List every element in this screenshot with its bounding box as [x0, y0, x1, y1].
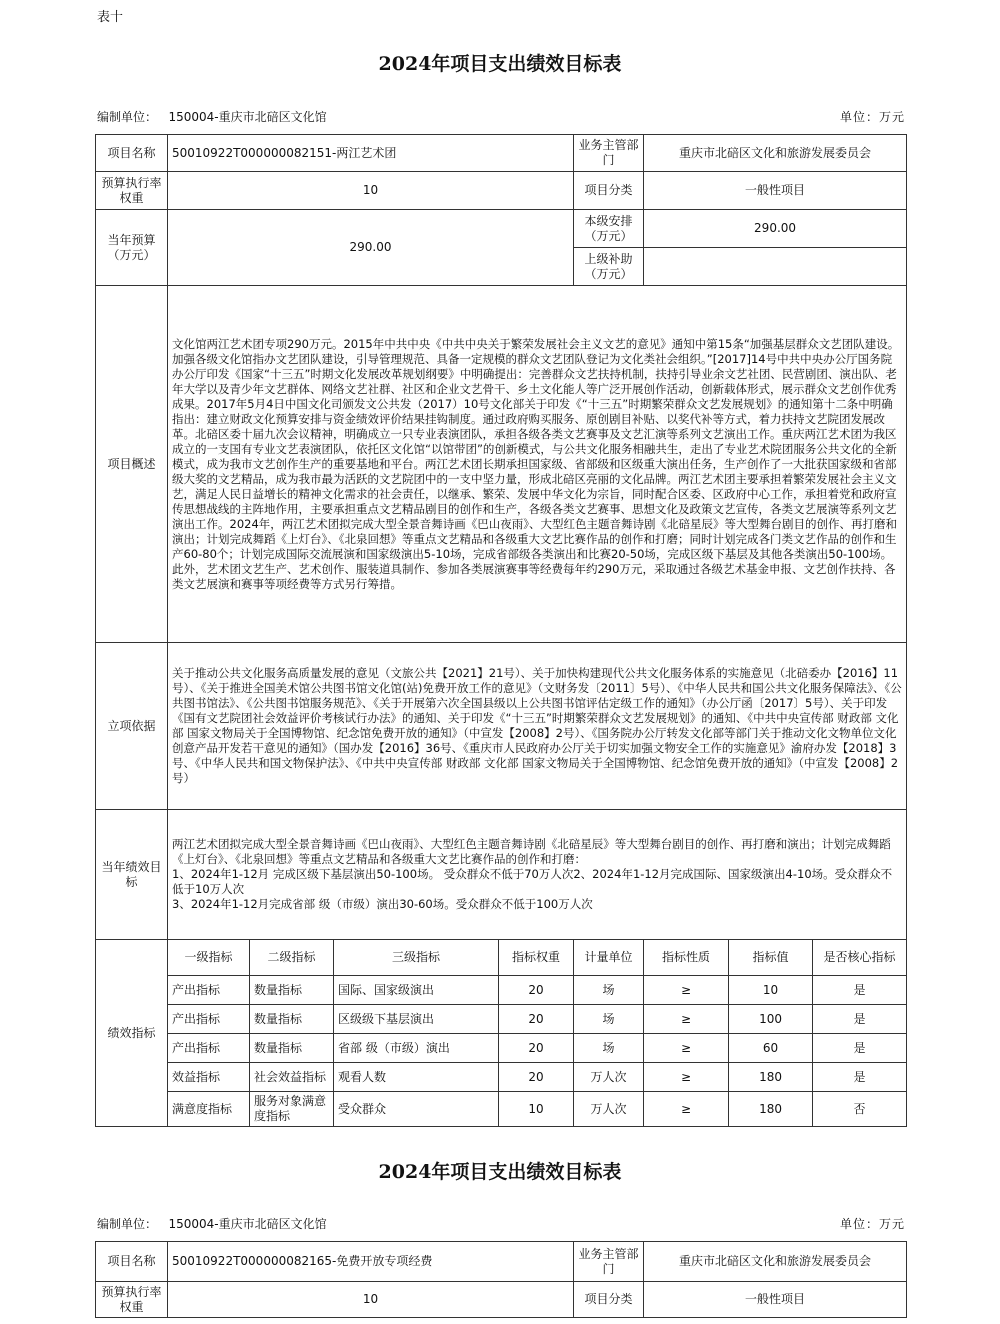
compiling-unit-value: 150004-重庆市北碚区文化馆: [168, 110, 327, 124]
table-row: [96, 1063, 907, 1092]
perf-cell: 数量指标: [250, 1034, 334, 1063]
dept-label: 业务主管部门: [574, 1242, 644, 1282]
perf-header-row: [96, 940, 907, 976]
perf-cell: 满意度指标: [168, 1092, 250, 1127]
goal-line: 1、2024年1-12月 完成区级下基层演出50-100场。 受众群众不低于70万人次2、2024年1-12月完成国际、国家级演出4-10场。受众群众不低于10万人次: [172, 867, 893, 896]
perf-cell: 受众群众: [334, 1092, 499, 1127]
compiling-unit-label: 编制单位：: [97, 1217, 158, 1231]
money-unit: 单位：万元: [839, 110, 905, 124]
perf-cell: 20: [499, 1005, 574, 1034]
perf-cell: 180: [729, 1063, 813, 1092]
perf-cell: 国际、国家级演出: [334, 976, 499, 1005]
table-row: [96, 1005, 907, 1034]
perf-cell: 社会效益指标: [250, 1063, 334, 1092]
table-row: [96, 1034, 907, 1063]
compiling-unit: [97, 108, 327, 125]
perf-cell: 服务对象满意度指标: [250, 1092, 334, 1127]
table-row: [96, 976, 907, 1005]
budget-value: 290.00: [168, 210, 574, 286]
dept-value: 重庆市北碚区文化和旅游发展委员会: [644, 1242, 907, 1282]
perf-cell: ≥: [644, 1034, 729, 1063]
local-value: 290.00: [644, 210, 907, 248]
dept-value: 重庆市北碚区文化和旅游发展委员会: [644, 135, 907, 172]
local-label: 本级安排（万元）: [574, 210, 644, 248]
perf-cell: 10: [499, 1092, 574, 1127]
exec-weight-value: 10: [168, 1282, 574, 1318]
perf-cell: 100: [729, 1005, 813, 1034]
perf-cell: 产出指标: [168, 1005, 250, 1034]
perf-cell: 区级级下基层演出: [334, 1005, 499, 1034]
category-value: 一般性项目: [644, 172, 907, 210]
project-name-label: 项目名称: [96, 1242, 168, 1282]
perf-cell: 是: [813, 1005, 907, 1034]
dept-label: 业务主管部门: [574, 135, 644, 172]
compiling-unit-label: 编制单位：: [97, 110, 158, 124]
perf-header: 三级指标: [334, 940, 499, 976]
goal-text: [168, 810, 907, 940]
perf-cell: ≥: [644, 976, 729, 1005]
perf-cell: 观看人数: [334, 1063, 499, 1092]
perf-header: 是否核心指标: [813, 940, 907, 976]
second-performance-table: [95, 1241, 907, 1318]
perf-header: 计量单位: [574, 940, 644, 976]
corner-label: 表十: [97, 10, 124, 25]
perf-cell: 否: [813, 1092, 907, 1127]
compiling-unit: [97, 1215, 327, 1232]
perf-header: 指标性质: [644, 940, 729, 976]
money-unit: 单位：万元: [839, 1217, 905, 1231]
perf-cell: 20: [499, 1034, 574, 1063]
perf-cell: ≥: [644, 1092, 729, 1127]
perf-cell: 省部 级（市级）演出: [334, 1034, 499, 1063]
project-name-label: 项目名称: [96, 135, 168, 172]
project-name-value: 50010922T000000082165-免费开放专项经费: [168, 1242, 574, 1282]
perf-cell: 场: [574, 1005, 644, 1034]
perf-cell: 场: [574, 1034, 644, 1063]
exec-weight-label: 预算执行率权重: [96, 172, 168, 210]
category-value: 一般性项目: [644, 1282, 907, 1318]
page-title: 2024年项目支出绩效目标表: [378, 53, 622, 75]
overview-text: 文化馆两江艺术团专项290万元。2015年中共中央《中共中央关于繁荣发展社会主义文艺的意见》通知中第15条“加强基层群众文艺团队建设。加强各级文化馆指办文艺团队建设，引导管理规范、具备一定规模的群众文艺团队登记为文化类社会组织。”[2017]14号中共中央办公厅国务院办公厅印发《国家“十三五”时期文化发展改革规划纲要》中明确提出：完善群众文艺扶持机制，扶持引导业余文艺社团、民营剧团、演出队、老年大学以及青少年文艺群体、网络文艺社群、社区和企业文艺骨干、乡土文化能人等广泛开展创作活动，创新载体形式，展示群众文艺创作优秀成果。2017年5月4日中国文化司颁发文公共发（2017）10号文化部关于印发《“十三五”时期繁荣群众文艺发展规划》的通知第十二条中明确指出：建立财政文化预算安排与资金绩效评价结果挂钩制度。通过政府购买服务、原创剧目补贴、以奖代补等方式，着力扶持文艺院团发展改革。北碚区委十届九次会议精神，明确成立一只专业表演团队，承担各级各类文艺赛事及文艺汇演等系列文艺演出工作。重庆两江艺术团为我区成立的一支国有专业文艺表演团队，依托区文化馆“以馆带团”的创新模式，与公共文化服务相融共生，走出了专业艺术院团服务公共文化的全新模式，成为我市文艺创作生产的重要基地和平台。两江艺术团长期承担国家级、省部级和区级重大演出任务，生产创作了一大批获国家级和省部级大奖的文艺精品，成为我市最为活跃的文艺院团中的一支中坚力量，形成北碚区亮丽的文化品牌。两江艺术团主要承担着繁荣发展社会主义文艺，满足人民日益增长的精神文化需求的社会责任，以继承、繁荣、发展中华文化为宗旨，同时配合区委、区政府中心工作，承担着党和政府宣传思想战线的主阵地作用，主要承担重点文艺精品剧目的创作和生产，各级各类文艺赛事、思想文化及政策文艺宣传，各类文艺展演等系列文艺演出工作。2024年，两江艺术团拟完成大型全景音舞诗画《巴山夜雨》、大型红色主题音舞诗剧《北碚星辰》等大型舞台剧目的创作、再打磨和演出；计划完成舞蹈《上灯台》、《北泉回想》等重点文艺精品和各级重大文艺比赛作品的创作和打磨；同时计划完成各门类文艺作品的创作和生产60-80个；计划完成国际交流展演和国家级演出5-10场，完成省部级各类演出和比赛20-50场，完成区级下基层及其他各类演出50-100场。此外，艺术团文艺生产、艺术创作、服装道具制作、参加各类展演赛事等经费每年约290万元，采取通过各级艺术基金申报、文艺创作扶持、各类文艺展演和赛事等项经费等方式另行筹措。: [168, 286, 907, 643]
basis-label: 立项依据: [96, 643, 168, 810]
perf-cell: ≥: [644, 1063, 729, 1092]
exec-weight-value: 10: [168, 172, 574, 210]
perf-header: 一级指标: [168, 940, 250, 976]
perf-cell: 场: [574, 976, 644, 1005]
upper-value: [644, 248, 907, 286]
performance-table: [95, 134, 907, 1127]
second-page-title: 2024年项目支出绩效目标表: [378, 1161, 622, 1183]
category-label: 项目分类: [574, 172, 644, 210]
perf-cell: 效益指标: [168, 1063, 250, 1092]
perf-cell: ≥: [644, 1005, 729, 1034]
perf-header: 指标值: [729, 940, 813, 976]
table-row: [96, 1092, 907, 1127]
perf-cell: 产出指标: [168, 976, 250, 1005]
category-label: 项目分类: [574, 1282, 644, 1318]
goal-line: 3、2024年1-12月完成省部 级（市级）演出30-60场。受众群众不低于100万人次: [172, 897, 593, 911]
basis-text: 关于推动公共文化服务高质量发展的意见（文旅公共【2021】21号）、关于加快构建现代公共文化服务体系的实施意见（北碚委办【2016】11号）、《关于推进全国美术馆公共图书馆文化馆(站)免费开放工作的意见》（文财务发〔2011〕5号）、《中华人民共和国公共文化服务保障法》、《公共图书馆法》、《公共图书馆服务规范》、《关于开展第六次全国县级以上公共图书馆评估定级工作的通知》（办公厅函〔2017〕5号）、关于印发《国有文艺院团社会效益评价考核试行办法》的通知、关于印发《“十三五”时期繁荣群众文艺发展规划》的通知、《中共中央宣传部 财政部 文化部 国家文物局关于全国博物馆、纪念馆免费开放的通知》（中宣发【2008】2号）、《国务院办公厅转发文化部等部门关于推动文化文物单位文化创意产品开发若干意见的通知》（国办发【2016】36号、《重庆市人民政府办公厅关于切实加强文物安全工作的实施意见》渝府办发【2018】3号、《中华人民共和国文物保护法》、《中共中央宣传部 财政部 文化部 国家文物局关于全国博物馆、纪念馆免费开放的通知》（中宣发【2008】2号）: [168, 643, 907, 810]
perf-cell: 数量指标: [250, 1005, 334, 1034]
perf-header: 指标权重: [499, 940, 574, 976]
perf-cell: 20: [499, 1063, 574, 1092]
perf-cell: 是: [813, 1034, 907, 1063]
exec-weight-label: 预算执行率权重: [96, 1282, 168, 1318]
perf-cell: 180: [729, 1092, 813, 1127]
overview-label: 项目概述: [96, 286, 168, 643]
goal-line: 两江艺术团拟完成大型全景音舞诗画《巴山夜雨》、大型红色主题音舞诗剧《北碚星辰》等大型舞台剧目的创作、再打磨和演出；计划完成舞蹈《上灯台》、《北泉回想》等重点文艺精品和各级重大文艺比赛作品的创作和打磨：: [172, 837, 891, 866]
budget-label: 当年预算（万元）: [96, 210, 168, 286]
perf-cell: 产出指标: [168, 1034, 250, 1063]
perf-cell: 数量指标: [250, 976, 334, 1005]
goal-label: 当年绩效目标: [96, 810, 168, 940]
perf-header: 二级指标: [250, 940, 334, 976]
perf-cell: 20: [499, 976, 574, 1005]
perf-cell: 是: [813, 976, 907, 1005]
compiling-unit-value: 150004-重庆市北碚区文化馆: [168, 1217, 327, 1231]
perf-cell: 万人次: [574, 1092, 644, 1127]
perf-cell: 60: [729, 1034, 813, 1063]
perf-label: 绩效指标: [96, 940, 168, 1127]
perf-cell: 是: [813, 1063, 907, 1092]
upper-label: 上级补助（万元）: [574, 248, 644, 286]
perf-cell: 万人次: [574, 1063, 644, 1092]
project-name-value: 50010922T000000082151-两江艺术团: [168, 135, 574, 172]
perf-cell: 10: [729, 976, 813, 1005]
